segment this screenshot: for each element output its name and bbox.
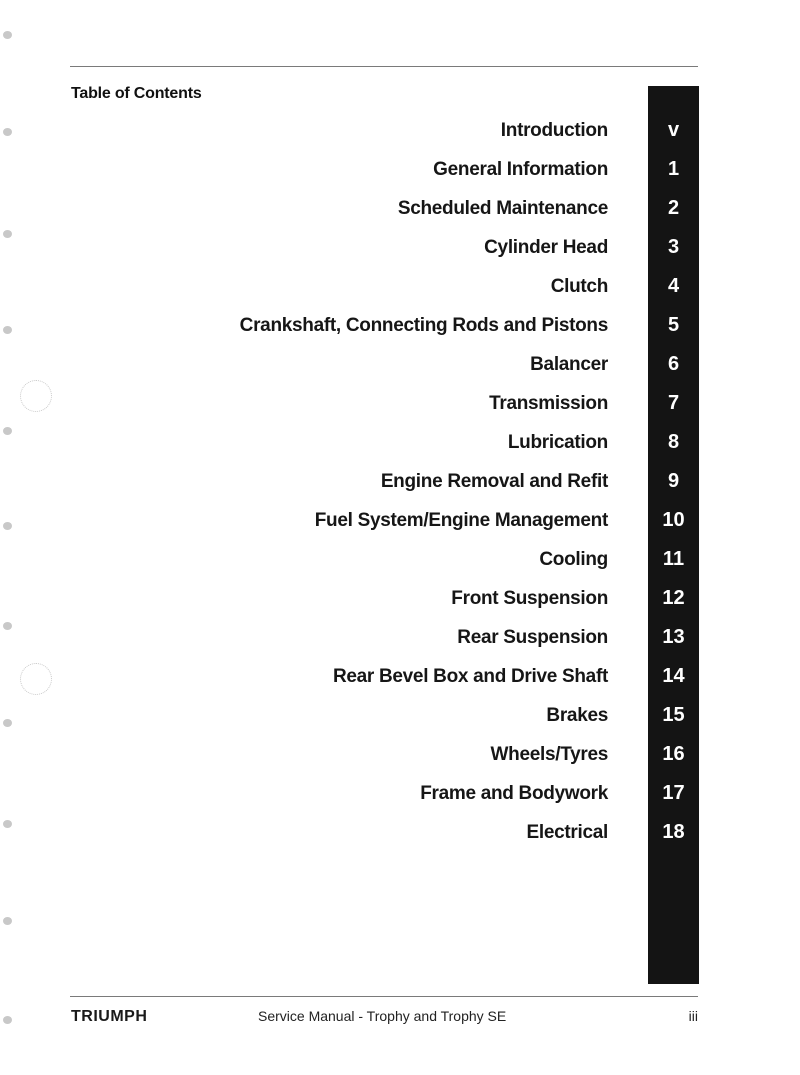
toc-section-number: 13 [662,626,685,648]
toc-row[interactable] [150,346,700,385]
toc-section-number: 17 [662,782,685,804]
toc-section-number: 11 [662,548,685,570]
toc-title: Cylinder Head [484,237,608,258]
toc-section-number: 18 [662,821,685,843]
toc-section-number: 2 [667,197,680,219]
toc-row[interactable] [150,463,700,502]
toc-title: Fuel System/Engine Management [314,510,608,531]
toc-row[interactable] [150,619,700,658]
toc-title: Transmission [489,393,608,414]
toc-title: Rear Suspension [457,627,608,648]
binder-hole [3,917,12,925]
toc-title: Lubrication [507,432,608,453]
binder-hole [3,522,12,530]
binder-hole [3,128,12,136]
binder-hole [3,1016,12,1024]
toc-title: Brakes [546,705,608,726]
toc-section-number: 4 [667,275,680,297]
toc-section-number: 8 [667,431,680,453]
toc-row[interactable] [150,229,700,268]
toc-title: General Information [433,159,608,180]
faint-stamp [20,663,52,695]
toc-section-number: 5 [667,314,680,336]
toc-title: Cooling [539,549,608,570]
page-title: Table of Contents [71,85,202,102]
toc-row[interactable] [150,502,700,541]
binder-hole [3,622,12,630]
faint-stamp [20,380,52,412]
binder-hole [3,31,12,39]
binder-hole [3,326,12,334]
binder-hole [3,820,12,828]
binder-hole [3,230,12,238]
toc-title: Front Suspension [451,588,608,609]
toc-section-number: v [667,119,680,141]
toc-title: Electrical [526,822,608,843]
toc-section-number: 15 [662,704,685,726]
top-rule [70,66,698,67]
toc-row[interactable] [150,151,700,190]
toc-section-number: 9 [667,470,680,492]
footer-manual-title: Service Manual - Trophy and Trophy SE [258,1008,507,1024]
bottom-rule [70,996,698,997]
toc-row[interactable] [150,385,700,424]
toc-section-number: 16 [662,743,685,765]
toc-row[interactable] [150,697,700,736]
toc-section-number: 1 [667,158,680,180]
toc-row[interactable] [150,268,700,307]
toc-row[interactable] [150,307,700,346]
toc-title: Scheduled Maintenance [397,198,608,219]
toc-title: Balancer [530,354,608,375]
brand-logo: TRIUMPH [71,1008,148,1025]
toc-title: Crankshaft, Connecting Rods and Pistons [239,315,608,336]
toc-row[interactable] [150,736,700,775]
toc-section-number: 10 [662,509,685,531]
toc-row[interactable] [150,580,700,619]
toc-row[interactable] [150,541,700,580]
binder-hole [3,427,12,435]
toc-title: Frame and Bodywork [420,783,608,804]
toc-title: Engine Removal and Refit [380,471,608,492]
toc-title: Clutch [550,276,608,297]
toc-row[interactable] [150,424,700,463]
toc-section-number: 7 [667,392,680,414]
toc-section-number: 14 [662,665,685,687]
toc-section-number: 12 [662,587,685,609]
toc-row[interactable] [150,775,700,814]
binder-hole [3,719,12,727]
toc-section-number: 3 [667,236,680,258]
toc-row[interactable] [150,112,700,151]
toc-title: Introduction [500,120,608,141]
toc-title: Rear Bevel Box and Drive Shaft [332,666,608,687]
binder-holes [0,0,30,1075]
toc-title: Wheels/Tyres [490,744,608,765]
toc-section-number: 6 [667,353,680,375]
toc-row[interactable] [150,814,700,853]
toc-row[interactable] [150,658,700,697]
toc-row[interactable] [150,190,700,229]
page-number: iii [688,1008,698,1024]
